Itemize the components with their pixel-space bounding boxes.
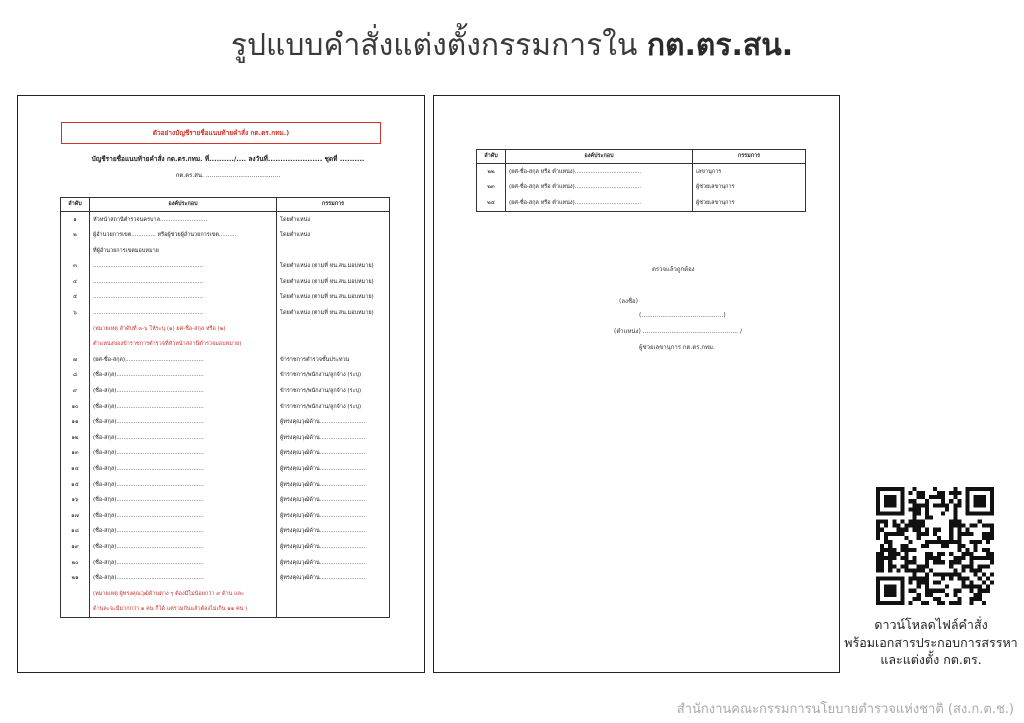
row-composition: ด้านละจะมีมากกว่า ๑ คน ก็ได้ แต่รวมกันแล้วต้องไม่เกิน ๑๑ คน ) xyxy=(90,602,277,618)
table-row xyxy=(61,508,390,524)
table-row xyxy=(61,477,390,493)
row-number: ๔ xyxy=(61,274,90,290)
page-title xyxy=(0,22,1024,69)
row-member: ผู้ทรงคุณวุฒิด้าน.......................... xyxy=(277,571,390,587)
col-header-member: กรรมการ xyxy=(693,150,806,164)
row-number xyxy=(61,321,90,337)
document-page-1 xyxy=(17,95,425,673)
row-number: ๓ xyxy=(61,259,90,275)
row-number: ๑๗ xyxy=(61,508,90,524)
row-number: ๑๒ xyxy=(61,430,90,446)
row-number: ๕ xyxy=(61,290,90,306)
red-header-box: ตัวอย่างบัญชีรายชื่อแนบท้ายคำสั่ง กต.ตร.กทม.) xyxy=(61,122,381,144)
col-header-no: ลำดับ xyxy=(61,198,90,212)
table-row xyxy=(61,259,390,275)
table-row xyxy=(61,524,390,540)
row-number: ๑๑ xyxy=(61,415,90,431)
row-member: ผู้ทรงคุณวุฒิด้าน.......................... xyxy=(277,477,390,493)
row-number: ๘ xyxy=(61,368,90,384)
row-member: ผู้ทรงคุณวุฒิด้าน.......................... xyxy=(277,446,390,462)
row-composition: (ยศ-ชื่อ-สกุล)............................................. xyxy=(90,352,277,368)
row-composition: (หมายเหตุ ลำดับที่ ๓-๖ ให้ระบุ (๑) ยศ-ชื่อ-สกุล หรือ (๒) xyxy=(90,321,277,337)
table-row xyxy=(477,195,806,211)
row-composition: ............................................................... xyxy=(90,290,277,306)
row-composition: ............................................................... xyxy=(90,274,277,290)
row-number: ๒ xyxy=(61,228,90,244)
row-member: ข้าราชการ/พนักงาน/ลูกจ้าง (ระบุ) xyxy=(277,384,390,400)
row-composition: (ชื่อ-สกุล).................................................. xyxy=(90,555,277,571)
row-member: ข้าราชการ/พนักงาน/ลูกจ้าง (ระบุ) xyxy=(277,368,390,384)
row-number: ๖ xyxy=(61,306,90,322)
row-composition: ตำแหน่งของข้าราชการตำรวจที่หัวหน้าสถานีตำรวจมอบหมาย) xyxy=(90,337,277,353)
col-header-composition: องค์ประกอบ xyxy=(90,198,277,212)
list-subheading: กต.ตร.สน. ....................................... xyxy=(175,172,281,179)
row-composition: หัวหน้าสถานีตำรวจนครบาล........................... xyxy=(90,212,277,228)
row-composition: ที่ผู้อำนวยการเขตมอบหมาย xyxy=(90,243,277,259)
row-composition: (ชื่อ-สกุล).................................................. xyxy=(90,430,277,446)
row-number xyxy=(61,337,90,353)
row-number: ๑๕ xyxy=(61,477,90,493)
row-number: ๒๑ xyxy=(61,571,90,587)
row-composition: (ยศ-ชื่อ-สกุล หรือ ตำแหน่ง)...................................... xyxy=(506,164,693,180)
title-bold: กต.ตร.สน. xyxy=(646,28,794,63)
table-row xyxy=(61,415,390,431)
row-member: ผู้ทรงคุณวุฒิด้าน.......................... xyxy=(277,539,390,555)
row-number: ๑๔ xyxy=(61,462,90,478)
row-number xyxy=(61,243,90,259)
qr-caption-line: พร้อมเอกสารประกอบการสรรหา xyxy=(844,634,1018,650)
table-row xyxy=(61,368,390,384)
row-member: ข้าราชการตำรวจชั้นประทวน xyxy=(277,352,390,368)
row-composition: (ชื่อ-สกุล).................................................. xyxy=(90,384,277,400)
row-number: ๑๖ xyxy=(61,493,90,509)
row-composition: (ชื่อ-สกุล).................................................. xyxy=(90,399,277,415)
row-composition: (ชื่อ-สกุล).................................................. xyxy=(90,415,277,431)
row-member: เลขานุการ xyxy=(693,164,806,180)
row-composition: (หมายเหตุ ผู้ทรงคุณวุฒิด้านต่าง ๆ ต้องมีไม่น้อยกว่า ๙ ด้าน และ xyxy=(90,586,277,602)
footer-org-name: สำนักงานคณะกรรมการนโยบายตำรวจแห่งชาติ (สง.ก.ต.ช.) xyxy=(676,702,1014,717)
position-line: (ตำแหน่ง) .................................................. / xyxy=(614,328,742,335)
table-row xyxy=(61,337,390,353)
table-row xyxy=(61,228,390,244)
table-row xyxy=(61,555,390,571)
row-composition: (ยศ-ชื่อ-สกุล หรือ ตำแหน่ง)...................................... xyxy=(506,180,693,196)
row-member: ผู้ช่วยเลขานุการ xyxy=(693,195,806,211)
row-composition: (ชื่อ-สกุล).................................................. xyxy=(90,462,277,478)
row-member: ผู้ทรงคุณวุฒิด้าน.......................... xyxy=(277,415,390,431)
row-number: ๒๐ xyxy=(61,555,90,571)
row-number xyxy=(61,602,90,618)
row-member: โดยตำแหน่ง (ตามที่ หน.สน.มอบหมาย) xyxy=(277,306,390,322)
row-number: ๑ xyxy=(61,212,90,228)
row-member xyxy=(277,243,390,259)
table-row xyxy=(61,539,390,555)
row-member: ผู้ทรงคุณวุฒิด้าน.......................... xyxy=(277,524,390,540)
role-text: ผู้ช่วยเลขานุการ กต.ตร.กทม. xyxy=(639,344,715,351)
row-member xyxy=(277,337,390,353)
table-row xyxy=(61,306,390,322)
table-row xyxy=(61,493,390,509)
row-member: โดยตำแหน่ง (ตามที่ หน.สน.มอบหมาย) xyxy=(277,290,390,306)
table-row xyxy=(477,180,806,196)
row-number: ๙ xyxy=(61,384,90,400)
row-composition: (ชื่อ-สกุล).................................................. xyxy=(90,446,277,462)
row-composition: ............................................................... xyxy=(90,306,277,322)
row-member: ผู้ทรงคุณวุฒิด้าน.......................... xyxy=(277,462,390,478)
table-row xyxy=(61,352,390,368)
row-member xyxy=(277,321,390,337)
row-composition: (ชื่อ-สกุล).................................................. xyxy=(90,539,277,555)
row-number: ๒๓ xyxy=(477,180,506,196)
row-number: ๑๐ xyxy=(61,399,90,415)
document-page-2 xyxy=(433,95,840,673)
row-composition: (ชื่อ-สกุล).................................................. xyxy=(90,493,277,509)
row-member: โดยตำแหน่ง (ตามที่ หน.สน.มอบหมาย) xyxy=(277,259,390,275)
table-row xyxy=(61,446,390,462)
list-heading: บัญชีรายชื่อแนบท้ายคำสั่ง กต.ตร.กทม. ที่........../.... ลงวันที่...................... ชุดที่ .......... xyxy=(91,155,365,163)
table-row xyxy=(61,571,390,587)
row-composition: (ชื่อ-สกุล).................................................. xyxy=(90,524,277,540)
row-member xyxy=(277,602,390,618)
qr-code-icon[interactable] xyxy=(876,487,994,605)
row-composition: (ชื่อ-สกุล).................................................. xyxy=(90,368,277,384)
col-header-no: ลำดับ xyxy=(477,150,506,164)
row-number: ๗ xyxy=(61,352,90,368)
row-member xyxy=(277,586,390,602)
sign-label: (ลงชื่อ) xyxy=(619,298,638,305)
table-row xyxy=(477,164,806,180)
table-row xyxy=(61,212,390,228)
table-row xyxy=(61,274,390,290)
table-row xyxy=(61,399,390,415)
row-member: โดยตำแหน่ง xyxy=(277,228,390,244)
committee-table xyxy=(60,197,390,618)
table-row xyxy=(61,586,390,602)
qr-caption-line: ดาวน์โหลดไฟล์คำสั่ง xyxy=(874,617,988,632)
qr-caption-line: และแต่งตั้ง กต.ตร. xyxy=(880,652,982,667)
row-member: ข้าราชการ/พนักงาน/ลูกจ้าง (ระบุ) xyxy=(277,399,390,415)
certified-text: ตรวจแล้วถูกต้อง xyxy=(652,266,695,273)
row-member: ผู้ทรงคุณวุฒิด้าน.......................... xyxy=(277,430,390,446)
row-composition: (ชื่อ-สกุล).................................................. xyxy=(90,508,277,524)
row-member: ผู้ทรงคุณวุฒิด้าน.......................... xyxy=(277,555,390,571)
row-number: ๑๙ xyxy=(61,539,90,555)
table-row xyxy=(61,602,390,618)
row-number: ๑๘ xyxy=(61,524,90,540)
table-row xyxy=(61,243,390,259)
row-composition: ............................................................... xyxy=(90,259,277,275)
row-composition: (ชื่อ-สกุล).................................................. xyxy=(90,477,277,493)
table-row xyxy=(61,462,390,478)
row-member: ผู้ทรงคุณวุฒิด้าน.......................... xyxy=(277,508,390,524)
table-row xyxy=(61,384,390,400)
row-member: ผู้ช่วยเลขานุการ xyxy=(693,180,806,196)
row-member: โดยตำแหน่ง xyxy=(277,212,390,228)
qr-caption xyxy=(836,616,1024,669)
col-header-composition: องค์ประกอบ xyxy=(506,150,693,164)
row-number: ๑๓ xyxy=(61,446,90,462)
row-number: ๒๒ xyxy=(477,164,506,180)
table-row xyxy=(61,321,390,337)
table-row xyxy=(61,430,390,446)
row-member: โดยตำแหน่ง (ตามที่ หน.สน.มอบหมาย) xyxy=(277,274,390,290)
row-number xyxy=(61,586,90,602)
table-row xyxy=(61,290,390,306)
row-composition: ผู้อำนวยการเขต.............. หรือผู้ช่วยผู้อำนวยการเขต.......... xyxy=(90,228,277,244)
row-composition: (ชื่อ-สกุล).................................................. xyxy=(90,571,277,587)
title-main: รูปแบบคำสั่งแต่งตั้งกรรมการใน xyxy=(230,28,647,63)
row-composition: (ยศ-ชื่อ-สกุล หรือ ตำแหน่ง)...................................... xyxy=(506,195,693,211)
row-number: ๒๔ xyxy=(477,195,506,211)
col-header-member: กรรมการ xyxy=(277,198,390,212)
name-line: (...........................................) xyxy=(639,312,726,319)
committee-table-continued xyxy=(476,149,806,212)
row-member: ผู้ทรงคุณวุฒิด้าน.......................... xyxy=(277,493,390,509)
